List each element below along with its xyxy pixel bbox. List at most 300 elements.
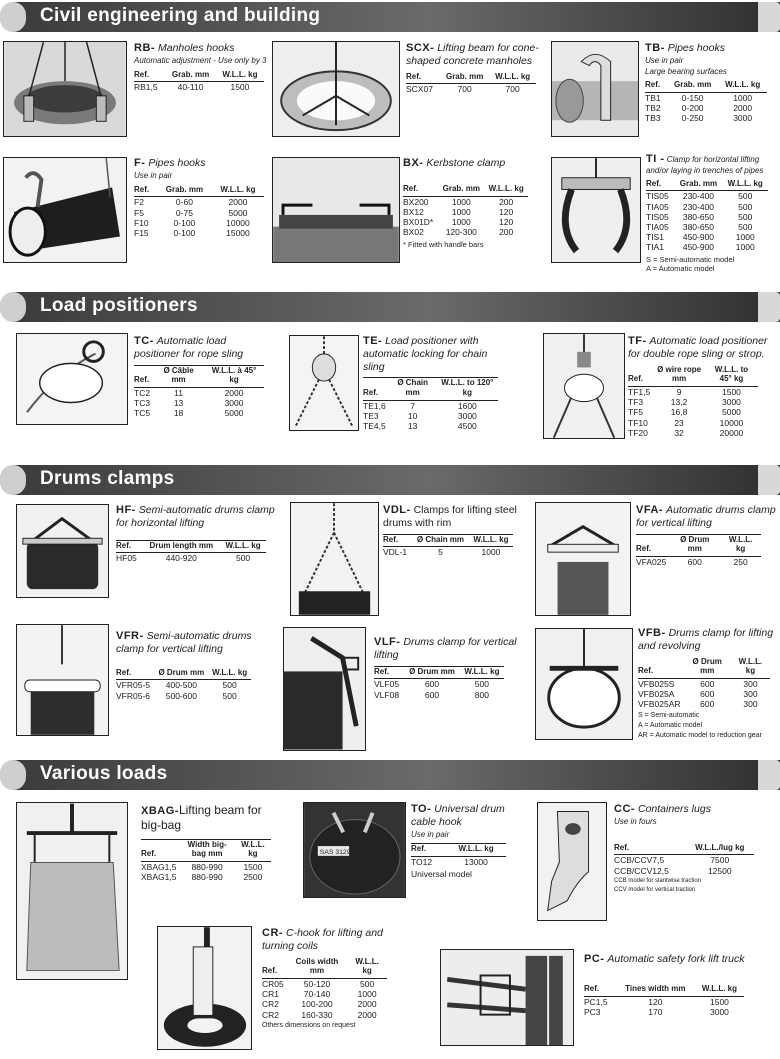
table-row [614, 866, 754, 876]
table-cell: 32 [674, 427, 684, 438]
product-code: RB- [134, 42, 156, 54]
table-cell: 880-990 [191, 871, 223, 882]
vfr-product-image [16, 624, 109, 736]
table-row [646, 232, 768, 242]
ti-product-image [551, 157, 641, 263]
spec-table [262, 957, 387, 1020]
table-row [141, 872, 271, 882]
table-cell: 500 [235, 553, 251, 564]
product-code: TF- [628, 335, 647, 347]
product-code: TI - [646, 153, 665, 165]
product-code: VFB- [638, 627, 666, 639]
spec-table [645, 80, 767, 123]
column-header: W.L.L. kg [216, 70, 264, 82]
column-header: Ø Chain mm [389, 378, 437, 400]
product-rb [134, 42, 270, 93]
column-header: W.L.L. kg [208, 668, 251, 680]
footnote: S = Semi-automatic [638, 711, 700, 719]
table-cell: 160-330 [301, 1009, 333, 1020]
table-cell: TE1,6 [363, 400, 386, 411]
table-cell: 16,8 [670, 407, 688, 418]
bx-product-image [272, 157, 400, 263]
table-cell: BX02 [403, 227, 424, 238]
table-cell: PC1,5 [584, 996, 608, 1007]
table-row [614, 855, 754, 866]
spec-table [374, 666, 504, 700]
column-header: Drum length mm [143, 540, 221, 553]
table-cell: TC3 [134, 398, 151, 409]
table-cell: 1500 [722, 386, 741, 397]
table-cell: 250 [733, 556, 748, 567]
vlf-product-image [283, 627, 366, 751]
table-cell: TC5 [134, 408, 151, 419]
spec-table [584, 984, 744, 1017]
product-ti [646, 153, 778, 273]
table-cell: 380-650 [682, 221, 715, 232]
product-code: TB- [645, 42, 665, 54]
table-cell: 500 [222, 690, 237, 701]
table-cell: CR2 [262, 999, 280, 1010]
spec-table [628, 365, 758, 438]
table-cell: 120-300 [445, 227, 477, 238]
table-cell: 1000 [451, 196, 471, 207]
table-cell: TIA05 [646, 221, 669, 232]
table-cell: TF1,5 [628, 386, 651, 397]
product-tc [134, 335, 274, 419]
pc-product-image [440, 949, 574, 1046]
table-cell: RB1,5 [134, 82, 158, 93]
table-cell: 70-140 [303, 989, 331, 1000]
table-row [646, 222, 768, 232]
table-cell: 0-60 [175, 197, 193, 208]
table-cell: 1000 [357, 989, 377, 1000]
spec-table [411, 843, 506, 867]
table-row [645, 113, 767, 123]
table-cell: 500 [360, 978, 375, 989]
table-row [584, 1007, 744, 1017]
hf-product-image [16, 504, 109, 598]
table-cell: TIA1 [646, 242, 664, 253]
product-pc [584, 953, 776, 1017]
table-cell: 2500 [243, 871, 263, 882]
table-cell: TIA05 [646, 201, 669, 212]
section-header-various: Various loads [0, 760, 780, 790]
table-cell: 300 [743, 699, 758, 710]
table-cell: 3000 [457, 410, 477, 421]
product-title: Universal drum cable hook [411, 803, 505, 829]
column-header: Ref. [645, 80, 667, 92]
cr-product-image [157, 926, 252, 1050]
product-code: SCX- [406, 42, 435, 54]
table-cell: 0-150 [681, 92, 704, 103]
table-cell: 450-900 [682, 232, 715, 243]
table-cell: VLF08 [374, 689, 400, 700]
product-title: Clamp for horizontal lifting and/or laying in trenches of pipes [646, 155, 764, 175]
table-cell: 0-75 [175, 207, 193, 218]
table-cell: 450-900 [682, 242, 715, 253]
table-cell: 4500 [457, 420, 477, 431]
table-cell: 1000 [451, 217, 471, 228]
spec-table [116, 668, 251, 701]
product-vfb [638, 627, 778, 741]
spec-table [646, 179, 768, 253]
product-code: F- [134, 157, 146, 169]
table-cell: 100-200 [301, 999, 333, 1010]
table-row [584, 996, 744, 1007]
product-code: VDL- [383, 504, 411, 516]
table-cell: 3000 [709, 1006, 729, 1017]
table-row [403, 227, 528, 237]
table-cell: TF5 [628, 407, 644, 418]
column-header: Ref. [141, 839, 179, 861]
xbag-product-image [16, 802, 128, 980]
table-cell: 500 [222, 680, 237, 691]
table-row [134, 398, 264, 408]
column-header: Ø Drum mm [404, 666, 460, 679]
column-header: Ref. [262, 957, 287, 979]
column-header: Ref. [636, 534, 669, 556]
product-te [363, 335, 508, 431]
table-cell: TF10 [628, 417, 648, 428]
table-row [134, 197, 264, 208]
table-cell: 3000 [224, 398, 244, 409]
table-cell: 3000 [733, 113, 753, 124]
table-row [403, 207, 528, 217]
spec-table [638, 657, 770, 710]
footnote: Others dimensions on request [262, 1021, 356, 1029]
column-header: W.L.L. kg [718, 80, 767, 92]
table-row [403, 217, 528, 227]
spec-table [134, 365, 264, 419]
table-cell: 10 [407, 410, 418, 421]
table-cell: VFR05-6 [116, 690, 151, 701]
scx-product-image [272, 41, 400, 137]
footnote: S = Semi-automatic model [646, 254, 735, 264]
table-cell: 1500 [709, 996, 729, 1007]
product-code: TE- [363, 335, 383, 347]
spec-table [116, 540, 266, 564]
tf-product-image [543, 333, 625, 439]
table-cell: 1000 [733, 92, 753, 103]
vdl-product-image [290, 502, 379, 616]
table-row [645, 103, 767, 113]
table-row [134, 228, 264, 238]
table-cell: TIS05 [646, 211, 669, 222]
table-cell: VDL-1 [383, 547, 408, 558]
table-cell: 1600 [457, 400, 477, 411]
table-cell: VLF05 [374, 679, 400, 690]
column-header: Ø Drum mm [669, 534, 720, 556]
product-title: Lifting beam for big-bag [141, 803, 262, 833]
product-title: Pipes hooks [148, 157, 206, 169]
table-cell: TB1 [645, 92, 661, 103]
table-cell: TB3 [645, 113, 661, 124]
table-cell: 13 [407, 420, 418, 431]
spec-table [403, 184, 528, 237]
table-cell: 40-110 [177, 82, 204, 93]
table-cell: 1500 [243, 861, 263, 872]
table-cell: TC2 [134, 387, 151, 398]
table-cell: BX12 [403, 206, 424, 217]
table-cell: 230-400 [682, 191, 715, 202]
table-cell: CR1 [262, 989, 280, 1000]
table-cell: XBAG1,5 [141, 861, 177, 872]
table-cell: 0-200 [681, 103, 704, 114]
table-cell: VFA025 [636, 556, 667, 567]
column-header: W.L.L. kg [347, 957, 387, 979]
column-header: Ref. [134, 365, 153, 387]
product-bx [403, 157, 543, 249]
column-header: Grab. mm [440, 72, 489, 84]
product-code: VFR- [116, 630, 144, 642]
product-tb [645, 42, 777, 124]
table-cell: 10000 [226, 217, 250, 228]
table-cell: BX01D* [403, 217, 434, 228]
table-cell: 200 [499, 227, 514, 238]
section-header-drums: Drums clamps [0, 465, 780, 495]
column-header: W.L.L. kg [722, 179, 768, 191]
product-hf [116, 504, 281, 564]
table-cell: 13000 [464, 856, 488, 867]
table-cell: 7500 [710, 855, 730, 866]
table-row [262, 989, 387, 999]
spec-table [636, 534, 761, 567]
table-row [134, 82, 264, 93]
column-header: W.L.L. kg [460, 666, 504, 679]
table-cell: 600 [424, 689, 440, 700]
spec-table [383, 534, 513, 558]
table-row [262, 978, 387, 989]
column-header: Ref. [646, 179, 674, 191]
table-row [403, 196, 528, 207]
table-cell: 500 [738, 201, 753, 212]
product-subtitle-2: Large bearing surfaces [645, 66, 727, 76]
table-cell: CR2 [262, 1009, 280, 1020]
table-cell: F2 [134, 197, 144, 208]
product-title: Drums clamp for vertical lifting [374, 636, 517, 662]
table-row [636, 556, 761, 567]
table-cell: F10 [134, 217, 149, 228]
table-row [262, 1010, 387, 1020]
table-cell: 13 [173, 398, 184, 409]
spec-table [134, 185, 264, 238]
column-header: W.L.L. kg [235, 839, 271, 861]
column-header: Grab. mm [667, 80, 718, 92]
table-cell: 10000 [719, 417, 744, 428]
column-header: Ø Drum mm [684, 657, 731, 679]
column-header: Grab. mm [438, 184, 484, 196]
table-row [411, 856, 506, 867]
table-cell: 2000 [357, 1009, 377, 1020]
table-cell: TE4,5 [363, 420, 386, 431]
svg-text:SAS 3129: SAS 3129 [319, 848, 351, 856]
table-cell: 1000 [481, 547, 501, 558]
footnote: AR = Automatic model to reduction gear [638, 732, 762, 740]
table-cell: 200 [499, 196, 514, 207]
product-f [134, 157, 270, 238]
table-cell: 7 [410, 400, 416, 411]
table-row [134, 218, 264, 228]
table-cell: 50-120 [303, 978, 331, 989]
table-cell: 0-250 [681, 113, 704, 124]
table-row [383, 547, 513, 558]
table-cell: 1000 [735, 242, 755, 253]
product-subtitle: Use in pair [134, 171, 173, 181]
table-cell: 2000 [224, 387, 244, 398]
column-header: Ref. [374, 666, 404, 679]
table-cell: TE3 [363, 410, 379, 421]
product-title: Kerbstone clamp [426, 157, 506, 169]
product-title: Containers lugs [637, 803, 711, 815]
table-cell: CCB/CCV12,5 [614, 865, 669, 876]
column-header: Ref. [134, 185, 157, 197]
table-cell: 0-100 [173, 227, 196, 238]
table-row [406, 84, 536, 95]
column-header: W.L.L. à 45° kg [204, 365, 264, 387]
product-title: Drums clamp for lifting and revolving [638, 627, 774, 653]
table-row [116, 553, 266, 564]
table-cell: BX200 [403, 196, 429, 207]
table-row [638, 689, 770, 699]
table-cell: 500 [738, 211, 753, 222]
product-code: XBAG- [141, 805, 179, 817]
footnote: A = Automatic model [646, 263, 715, 273]
table-cell: TO12 [411, 856, 433, 867]
column-header: W.L.L. kg [720, 534, 761, 556]
table-cell: 500-600 [165, 690, 197, 701]
table-cell: F15 [134, 227, 149, 238]
table-cell: 2000 [228, 197, 248, 208]
table-cell: TF3 [628, 397, 644, 408]
table-cell: 120 [499, 217, 514, 228]
table-row [628, 386, 758, 397]
column-header: Ref. [628, 365, 653, 387]
table-cell: 880-990 [191, 861, 223, 872]
vfb-product-image [535, 628, 633, 740]
column-header: Grab. mm [165, 70, 216, 82]
to-product-image [303, 802, 406, 898]
column-header: Ø Câble mm [153, 365, 204, 387]
table-row [363, 421, 498, 431]
table-cell: 15000 [226, 227, 250, 238]
product-title: Pipes hooks [667, 42, 725, 54]
column-header: Ref. [383, 534, 412, 547]
column-header: W.L.L. kg [484, 184, 528, 196]
table-row [363, 400, 498, 411]
product-code: TC- [134, 335, 154, 347]
product-title: Automatic load positioner for double rope sling or strop. [628, 335, 768, 361]
table-cell: 11 [174, 387, 183, 398]
table-cell: 170 [648, 1006, 663, 1017]
product-cc [614, 803, 774, 894]
column-header: Ref. [403, 184, 438, 196]
table-cell: VFB025S [638, 678, 675, 689]
table-row [374, 679, 504, 690]
product-title: Manholes hooks [157, 42, 235, 54]
column-header: Ref. [411, 844, 446, 857]
column-header: W.L.L. kg [220, 540, 266, 553]
product-title: Semi-automatic drums clamp for vertical lifting [116, 630, 252, 656]
spec-table [134, 70, 264, 93]
table-row [116, 691, 251, 701]
table-cell: CCB/CCV7,5 [614, 855, 665, 866]
table-cell: 5 [438, 547, 443, 558]
product-cr [262, 927, 412, 1030]
product-code: VFA- [636, 504, 664, 516]
product-vfa [636, 504, 778, 567]
table-cell: 2000 [357, 999, 377, 1010]
table-cell: 3000 [722, 397, 741, 408]
product-vlf [374, 636, 524, 700]
product-code: PC- [584, 953, 605, 965]
table-row [262, 999, 387, 1009]
product-to [411, 803, 526, 879]
table-cell: TB2 [645, 103, 661, 114]
column-header: W.L.L. to 45° kg [705, 365, 758, 387]
table-row [141, 861, 271, 872]
product-xbag [141, 803, 281, 882]
product-code: HF- [116, 504, 136, 516]
column-header: W.L.L. kg [469, 534, 513, 547]
column-header: Ø wire rope mm [653, 365, 705, 387]
column-header: Ref. [638, 657, 684, 679]
table-cell: 5000 [722, 407, 741, 418]
table-row [645, 92, 767, 103]
spec-table [614, 843, 754, 876]
column-header: Ø Drum mm [154, 668, 208, 680]
footnote: CCV model for vertical traction [614, 886, 696, 893]
table-row [638, 699, 770, 709]
product-vfr [116, 630, 261, 701]
column-header: Grab. mm [674, 179, 722, 191]
table-cell: 700 [457, 84, 472, 95]
table-cell: VFB025A [638, 689, 675, 700]
product-title: C-hook for lifting and turning coils [262, 927, 383, 953]
table-row [363, 411, 498, 421]
table-cell: VFB025AR [638, 699, 681, 710]
column-header: Ref. [363, 378, 389, 400]
table-cell: 600 [424, 679, 440, 690]
product-title: Load positioner with automatic locking for chain sling [363, 335, 488, 373]
table-cell: 400-500 [165, 680, 197, 691]
table-cell: 380-650 [682, 211, 715, 222]
column-header: Grab. mm [157, 185, 212, 197]
column-header: Ref. [134, 70, 165, 82]
table-cell: 120 [648, 996, 663, 1007]
table-cell: 700 [505, 84, 520, 95]
product-title: Automatic safety fork lift truck [607, 953, 745, 965]
product-title: Lifting beam for cone-shaped concrete manholes [406, 42, 539, 68]
te-product-image [289, 335, 359, 431]
product-vdl [383, 504, 528, 558]
table-cell: TIS05 [646, 191, 669, 202]
footnote: * Fitted with handle bars [403, 239, 484, 249]
column-header: Ø Chain mm [412, 534, 469, 547]
product-code: CC- [614, 803, 636, 815]
table-cell: 20000 [719, 427, 744, 438]
table-cell: 500 [474, 679, 489, 690]
table-cell: 300 [743, 678, 758, 689]
table-row [134, 387, 264, 398]
table-row [628, 407, 758, 417]
product-tf [628, 335, 776, 438]
table-row [646, 242, 768, 252]
table-cell: 5000 [224, 408, 244, 419]
table-cell: 1000 [451, 206, 471, 217]
table-row [116, 680, 251, 691]
table-cell: 120 [499, 206, 514, 217]
rb-product-image [3, 41, 127, 137]
